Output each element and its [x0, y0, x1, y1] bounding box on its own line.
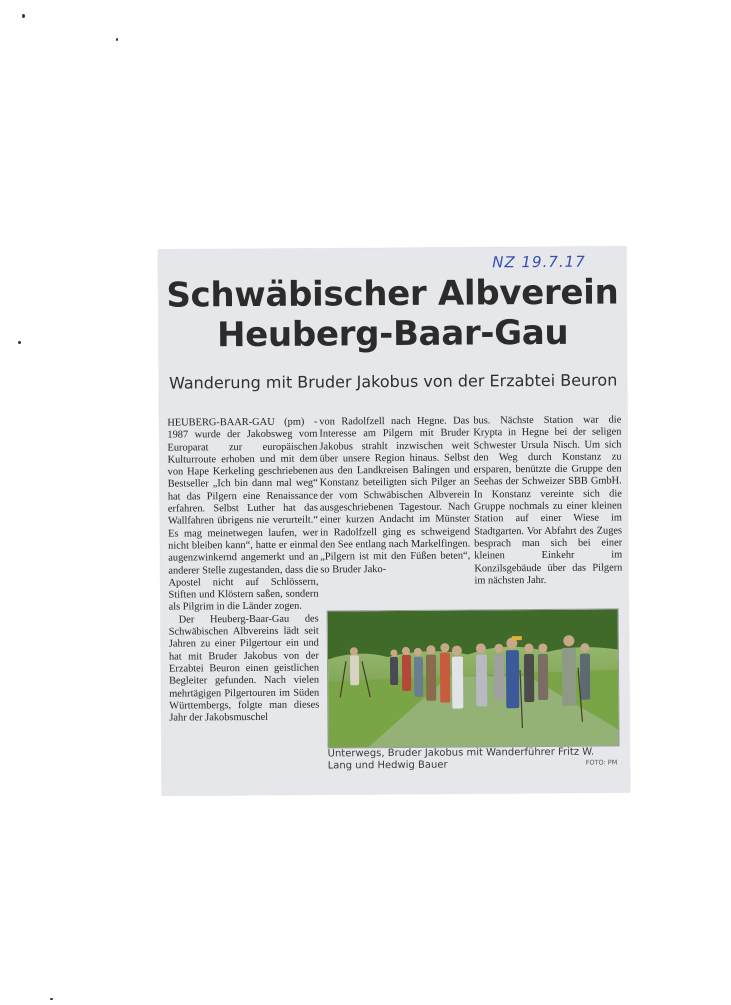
group-photo [327, 608, 620, 748]
photo-caption: Unterwegs, Bruder Jakobus mit Wanderführer Fritz W. Lang und Hedwig Bauer [327, 746, 595, 772]
hikers-photo-illustration [328, 609, 619, 747]
scan-speck [116, 38, 118, 41]
column-2-text: von Radolfzell nach Hegne. Das Interesse am Pilgern mit Bruder Jakobus strahlt inzwischen weit über unsere Region hinaus. Selbst aus den Landkreisen Balingen und Konstanz beteiligten sich Pilger an der vom Schwäbischen Albverein ausgeschriebenen Tagestour. Nach einer kurzen Andacht im Münster in Radolfzell ging es schweigend den See entlang nach Markelfingen. „Pilgern ist mit den Füßen beten“, so Bruder Jako- [319, 415, 471, 576]
article-column-3 [473, 414, 622, 599]
headline-line-2: Heuberg-Baar-Gau [216, 312, 569, 356]
column-3-text: bus. Nächste Station war die Krypta in Hegne bei der seligen Schwester Ursula Nisch. Um sich den Weg durch Konstanz zu ersparen, benützte die Gruppe den Seehas der Schweizer SBB GmbH. In Konstanz vereinte sich die Gruppe nochmals zu einer kleinen Station auf einer Wiese im Stadtgarten. Vor Abfahrt des Zuges besprach man sich bei einer kleinen Einkehr im Konzilsgebäude über das Pilgern im nächsten Jahr. [473, 414, 623, 587]
headline-line-1: Schwäbischer Albverein [166, 272, 619, 316]
column-1-paragraph-1: HEUBERG-BAAR-GAU (pm) - 1987 wurde der Jakobsweg vom Europarat zur europäischen Kulturroute erhoben und mit dem von Hape Kerkeling geschriebenen Bestseller „Ich bin dann mal weg“ hat das Pilgern eine Renaissance erfahren. Selbst Luther hat das Wallfahren übrigens nie verurteilt.“ Es mag meinetwegen laufen, wer nicht bleiben kann“, hatte er einmal augenzwinkernd angemerkt und an anderer Stelle zugestanden, dass die Apostel nicht auf Schlössern, Stiften und Klöstern saßen, sondern als Pilgrim in die Länder zogen. [167, 416, 319, 614]
article-headline [158, 272, 627, 355]
article-subheadline: Wanderung mit Bruder Jakobus von der Erzabtei Beuron [168, 370, 618, 393]
scan-speck [50, 998, 53, 1000]
photo-credit: FOTO: PM [585, 758, 618, 767]
article-column-2 [319, 415, 470, 600]
scan-speck [22, 14, 25, 18]
article-column-1 [167, 417, 319, 725]
column-1-paragraph-2: Der Heuberg-Baar-Gau des Schwäbischen Albvereins lädt seit Jahren zu einer Pilgertour ein und hat mit Bruder Jakobus von der Erzabtei Beuron einen geistlichen Begleiter gefunden. Nach vielen mehrtägigen Pilgertouren im Süden Württembergs, folgte man dieses Jahr der Jakobsmuschel [168, 613, 320, 724]
handwritten-date-note: NZ 19.7.17 [492, 252, 586, 272]
scan-speck [18, 341, 21, 344]
newspaper-clipping [158, 246, 630, 795]
